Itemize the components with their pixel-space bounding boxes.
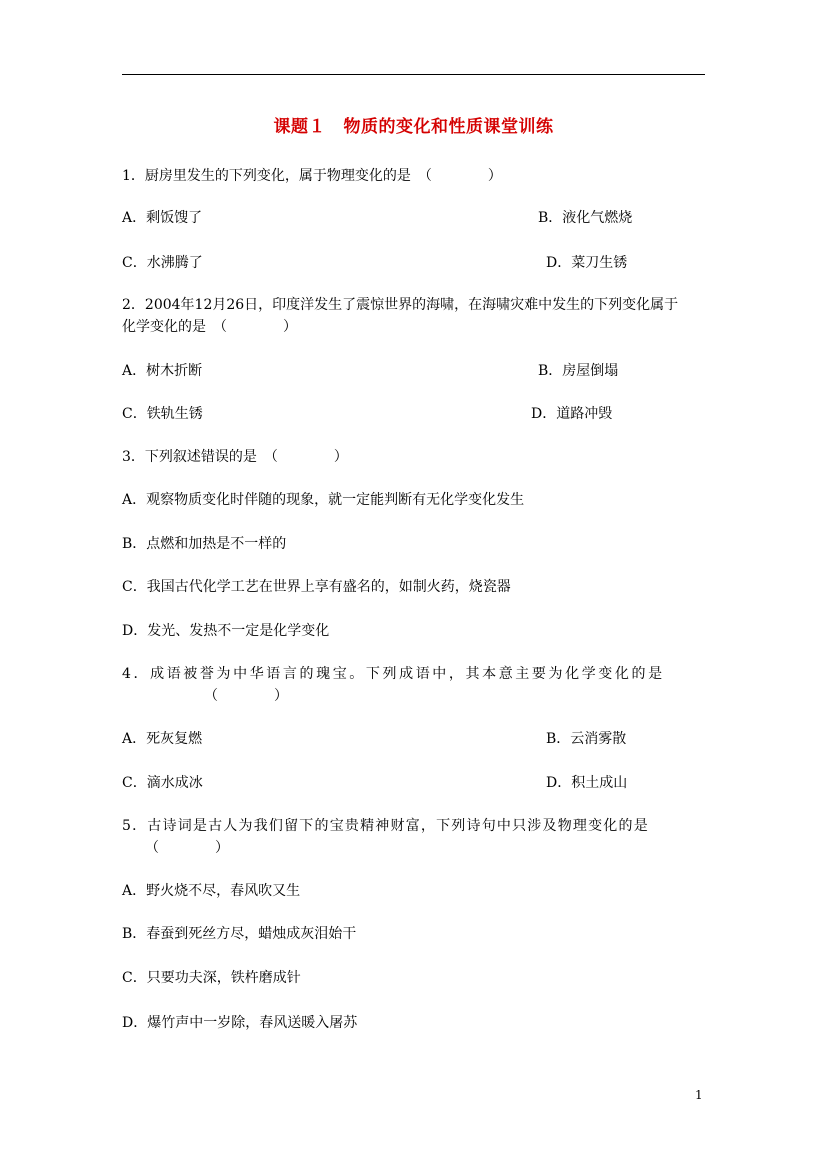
question-5-option-c: C．只要功夫深，铁杵磨成针 [122, 970, 301, 986]
question-3-option-b: B．点燃和加热是不一样的 [122, 536, 287, 552]
question-3-option-a: A．观察物质变化时伴随的现象，就一定能判断有无化学变化发生 [122, 492, 525, 508]
question-4-option-b: B．云消雾散 [546, 731, 627, 747]
question-1-option-b: B．液化气燃烧 [538, 210, 633, 226]
question-3-stem: 3．下列叙述错误的是 （ ） [122, 449, 348, 465]
question-5-stem-line2: （ ） [145, 840, 229, 856]
question-5-option-a: A．野火烧不尽，春风吹又生 [122, 883, 301, 899]
question-5-option-b: B．春蚕到死丝方尽，蜡烛成灰泪始干 [122, 926, 357, 942]
question-1-option-d: D．菜刀生锈 [546, 255, 628, 271]
question-4-stem-line2: （ ） [204, 688, 288, 704]
question-2-option-c: C．铁轨生锈 [122, 406, 203, 422]
question-5-stem-line1: 5．古诗词是古人为我们留下的宝贵精神财富，下列诗句中只涉及物理变化的是 [122, 818, 649, 834]
question-1-option-c: C．水沸腾了 [122, 255, 203, 271]
question-2-option-a: A．树木折断 [122, 363, 203, 379]
question-4-option-c: C．滴水成冰 [122, 775, 203, 791]
question-3-option-d: D．发光、发热不一定是化学变化 [122, 623, 330, 639]
question-4-option-a: A．死灰复燃 [122, 731, 203, 747]
question-5-option-d: D．爆竹声中一岁除，春风送暖入屠苏 [122, 1015, 358, 1031]
question-2-option-b: B．房屋倒塌 [538, 363, 619, 379]
page-title: 课题１ 物质的变化和性质课堂训练 [273, 117, 554, 137]
page-number: 1 [695, 1088, 703, 1102]
question-1-option-a: A．剩饭馊了 [122, 210, 203, 226]
question-3-option-c: C．我国古代化学工艺在世界上享有盛名的，如制火药，烧瓷器 [122, 579, 511, 595]
question-2-stem-line2: 化学变化的是 （ ） [122, 319, 297, 335]
question-2-option-d: D．道路冲毁 [531, 406, 613, 422]
question-4-stem-line1: 4．成语被誉为中华语言的瑰宝。下列成语中，其本意主要为化学变化的是 [122, 666, 665, 682]
question-4-option-d: D．积土成山 [546, 775, 628, 791]
header-rule [122, 74, 705, 75]
question-2-stem-line1: 2．2004年12月26日，印度洋发生了震惊世界的海啸，在海啸灾难中发生的下列变化属于 [122, 297, 679, 313]
question-1-stem: 1．厨房里发生的下列变化，属于物理变化的是 （ ） [122, 168, 502, 184]
